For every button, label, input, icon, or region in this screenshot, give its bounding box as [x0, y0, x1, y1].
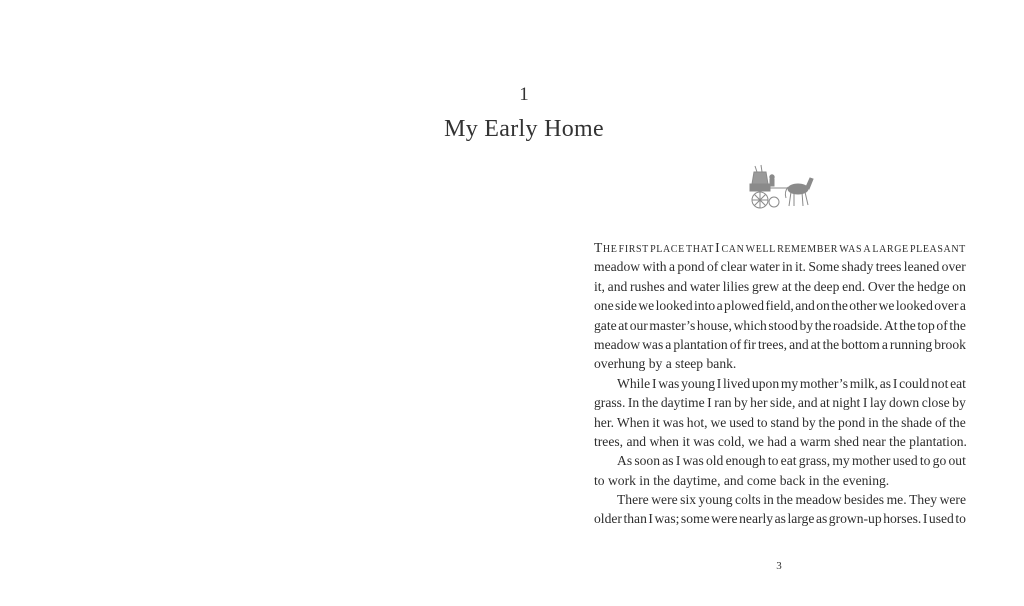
chapter-text: [594, 238, 966, 529]
chapter-title: My Early Home: [444, 116, 604, 142]
text-line: her. When it was hot, we used to stand by the pond in the shade of the: [594, 414, 966, 430]
chapter-number: 1: [519, 84, 529, 105]
text-line: As soon as I was old enough to eat grass, my mother used to go out: [617, 453, 966, 469]
text-line: older than I was; some were nearly as large as grown-up horses. I used to: [594, 511, 966, 527]
text-line: meadow was a plantation of fir trees, and at the bottom a running brook: [594, 336, 966, 352]
text-line: There were six young colts in the meadow besides me. They were: [617, 492, 966, 508]
text-line: one side we looked into a plowed field, and on the other we looked over a: [594, 298, 966, 314]
text-line: gate at our master’s house, which stood by the roadside. At the top of the: [594, 317, 966, 333]
text-line: meadow with a pond of clear water in it. Some shady trees leaned over: [594, 259, 966, 275]
text-line: to work in the daytime, and come back in the evening.: [594, 472, 890, 488]
text-line: The first place that I can well remember was a large pleasant: [594, 240, 966, 255]
text-line: trees, and when it was cold, we had a warm shed near the plantation.: [594, 433, 967, 449]
text-line: it, and rushes and water lilies grew at the deep end. Over the hedge on: [594, 278, 966, 294]
text-line: grass. In the daytime I ran by her side, and at night I lay down close by: [594, 395, 966, 411]
text-line: overhung by a steep bank.: [594, 356, 737, 372]
horse-carriage-icon: [746, 162, 814, 210]
text-line: While I was young I lived upon my mother’s milk, as I could not eat: [617, 375, 966, 391]
page-number: 3: [776, 560, 782, 572]
